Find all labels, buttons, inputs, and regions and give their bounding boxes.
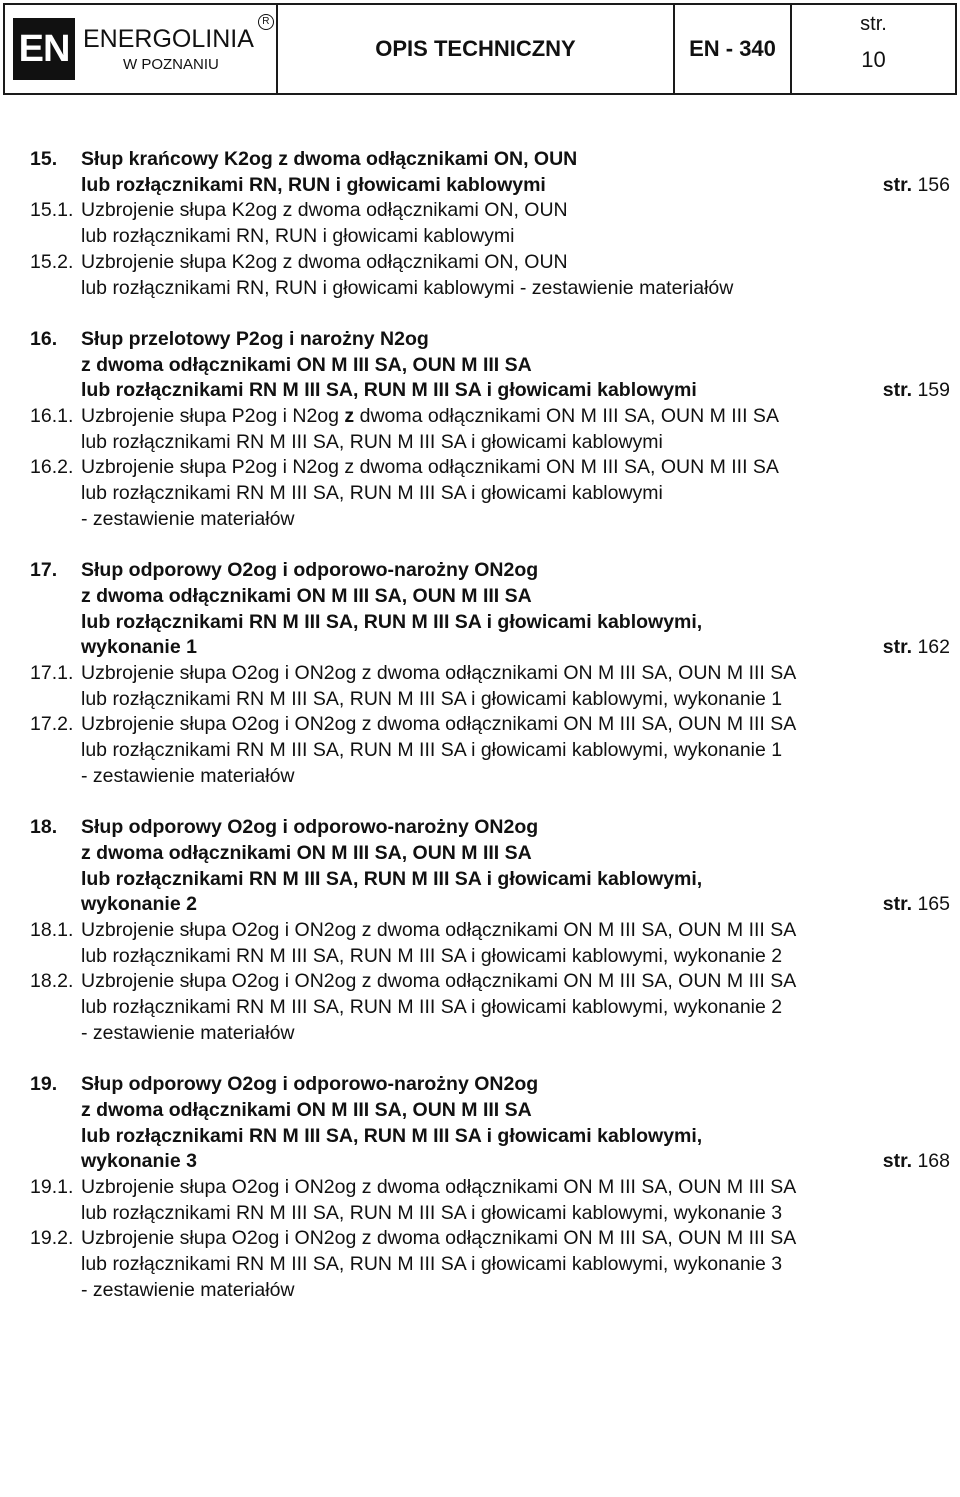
registered-mark-icon: R (258, 14, 274, 30)
section-title (81, 1072, 950, 1175)
company-name-text: ENERGOLINIA (83, 24, 254, 53)
section-title-line: Słup odporowy O2og i odporowo-narożny ON2og (81, 816, 539, 839)
page-ref-number: 159 (917, 379, 950, 402)
section-title-line: z dwoma odłącznikami ON M III SA, OUN M III SA (81, 353, 532, 376)
page-number: 10 (861, 47, 886, 72)
company-location: W POZNANIU (123, 55, 219, 73)
subsection-title (81, 918, 950, 969)
subsection-title-line: lub rozłącznikami RN M III SA, RUN M III SA i głowicami kablowymi, wykonanie 1 (81, 687, 783, 710)
subsection-title (81, 455, 950, 532)
subsection-title-line: lub rozłącznikami RN M III SA, RUN M III SA i głowicami kablowymi, wykonanie 2 (81, 996, 783, 1019)
section-number: 17. (30, 559, 58, 582)
subsection-title-line: Uzbrojenie słupa K2og z dwoma odłącznikami ON, OUN (81, 199, 568, 222)
emphasis-word: z (344, 405, 355, 428)
subsection-title-rest: dwoma odłącznikami ON M III SA, OUN M III SA (359, 405, 779, 428)
subsection (30, 1175, 950, 1226)
section-title-line: Słup odporowy O2og i odporowo-narożny ON2og (81, 559, 539, 582)
section-heading (30, 558, 950, 661)
subsection-title-line: Uzbrojenie słupa O2og i ON2og z dwoma odłącznikami ON M III SA, OUN M III SA (81, 1176, 797, 1199)
logo-mark: EN (13, 18, 75, 80)
subsection-title (81, 1226, 950, 1303)
toc-section (30, 558, 950, 789)
section-page-ref (883, 635, 950, 661)
subsection-title-line: lub rozłącznikami RN, RUN i głowicami kablowymi - zestawienie materiałów (81, 276, 734, 299)
subsection-title-line: lub rozłącznikami RN M III SA, RUN M III SA i głowicami kablowymi (81, 430, 663, 453)
section-title (81, 327, 950, 404)
page-ref-number: 162 (917, 636, 950, 659)
section-heading (30, 815, 950, 918)
header-page-cell (792, 5, 955, 93)
subsection-title-line: Uzbrojenie słupa P2og i N2og z dwoma odłącznikami ON M III SA, OUN M III SA (81, 456, 779, 479)
section-title-line: Słup krańcowy K2og z dwoma odłącznikami ON, OUN (81, 148, 578, 170)
subsection-number: 18.2. (30, 970, 74, 993)
section-page-ref (883, 892, 950, 918)
subsection-title (81, 969, 950, 1046)
section-number: 19. (30, 1073, 58, 1096)
company-name (83, 15, 270, 53)
subsection-number: 19.2. (30, 1227, 74, 1250)
company-logo (5, 5, 278, 93)
section-title-line: Słup przelotowy P2og i narożny N2og (81, 327, 429, 350)
subsection-number: 18.1. (30, 919, 74, 942)
subsection (30, 404, 950, 455)
section-number: 15. (30, 148, 58, 170)
subsection (30, 198, 950, 249)
subsection-title-line (81, 404, 950, 430)
table-of-contents (30, 147, 950, 1304)
subsection-number: 19.1. (30, 1176, 74, 1199)
section-title-line: lub rozłącznikami RN M III SA, RUN M III SA i głowicami kablowymi, (81, 1124, 703, 1147)
subsection-title (81, 712, 950, 789)
page-ref-label: str. (882, 1150, 913, 1173)
subsection (30, 250, 950, 301)
section-title-line: lub rozłącznikami RN M III SA, RUN M III SA i głowicami kablowymi (81, 379, 697, 402)
toc-section (30, 147, 950, 301)
subsection-title (81, 661, 950, 712)
page-ref-label: str. (882, 636, 913, 659)
toc-section (30, 1072, 950, 1303)
page-ref-number: 156 (917, 173, 950, 196)
subsection-title-line: lub rozłącznikami RN M III SA, RUN M III SA i głowicami kablowymi, wykonanie 2 (81, 944, 783, 967)
section-page-ref (883, 173, 950, 199)
subsection-title-line: lub rozłącznikami RN, RUN i głowicami kablowymi (81, 225, 515, 248)
subsection-title-line: - zestawienie materiałów (81, 1021, 295, 1044)
subsection (30, 712, 950, 789)
section-title-line: z dwoma odłącznikami ON M III SA, OUN M III SA (81, 841, 532, 864)
page-ref-number: 165 (917, 893, 950, 916)
page-ref-label: str. (882, 893, 913, 916)
subsection-title-line: Uzbrojenie słupa O2og i ON2og z dwoma odłącznikami ON M III SA, OUN M III SA (81, 713, 797, 736)
subsection-number: 15.1. (30, 199, 74, 222)
subsection (30, 455, 950, 532)
subsection-title-line: Uzbrojenie słupa O2og i ON2og z dwoma odłącznikami ON M III SA, OUN M III SA (81, 970, 797, 993)
subsection-number: 16.2. (30, 456, 74, 479)
subsection-title-line: - zestawienie materiałów (81, 1278, 295, 1301)
subsection (30, 1226, 950, 1303)
subsection-number: 15.2. (30, 250, 74, 273)
section-title (81, 147, 950, 198)
page-ref-number: 168 (917, 1150, 950, 1173)
section-title (81, 815, 950, 918)
section-heading (30, 1072, 950, 1175)
document-title: OPIS TECHNICZNY (375, 36, 576, 61)
subsection-number: 17.2. (30, 713, 74, 736)
logo-text (83, 15, 270, 73)
section-page-ref (883, 1149, 950, 1175)
subsection-title-line: Uzbrojenie słupa K2og z dwoma odłącznikami ON, OUN (81, 250, 568, 273)
section-heading (30, 327, 950, 404)
document-header (3, 3, 957, 95)
page-label: str. (860, 13, 887, 35)
section-number: 16. (30, 327, 58, 350)
subsection-title-line: Uzbrojenie słupa O2og i ON2og z dwoma odłącznikami ON M III SA, OUN M III SA (81, 1227, 797, 1250)
section-number: 18. (30, 816, 58, 839)
subsection-title-line: lub rozłącznikami RN M III SA, RUN M III SA i głowicami kablowymi, wykonanie 1 (81, 739, 783, 762)
subsection (30, 661, 950, 712)
header-code-cell (675, 5, 792, 93)
section-title-line: Słup odporowy O2og i odporowo-narożny ON2og (81, 1073, 539, 1096)
section-heading (30, 147, 950, 198)
subsection-number: 17.1. (30, 662, 74, 685)
subsection-title-line: lub rozłącznikami RN M III SA, RUN M III SA i głowicami kablowymi (81, 482, 663, 505)
section-title (81, 558, 950, 661)
subsection-title (81, 250, 950, 301)
section-title-line: wykonanie 1 (81, 636, 197, 659)
page-ref-label: str. (882, 173, 913, 196)
section-title-line: z dwoma odłącznikami ON M III SA, OUN M III SA (81, 1098, 532, 1121)
section-page-ref (883, 378, 950, 404)
subsection-title-line: - zestawienie materiałów (81, 507, 295, 530)
section-title-line: lub rozłącznikami RN M III SA, RUN M III SA i głowicami kablowymi, (81, 867, 703, 890)
toc-section (30, 327, 950, 533)
document-code: EN - 340 (689, 36, 776, 61)
toc-section (30, 815, 950, 1046)
subsection-title-line: Uzbrojenie słupa P2og i N2og (81, 405, 339, 428)
subsection (30, 969, 950, 1046)
page-ref-label: str. (882, 379, 913, 402)
subsection-title (81, 1175, 950, 1226)
section-title-line: wykonanie 3 (81, 1150, 197, 1173)
subsection-number: 16.1. (30, 405, 74, 428)
section-title-line: wykonanie 2 (81, 893, 197, 916)
subsection-title-line: lub rozłącznikami RN M III SA, RUN M III SA i głowicami kablowymi, wykonanie 3 (81, 1253, 783, 1276)
subsection-title-line: Uzbrojenie słupa O2og i ON2og z dwoma odłącznikami ON M III SA, OUN M III SA (81, 662, 797, 685)
subsection-title (81, 198, 950, 249)
subsection-title-line: - zestawienie materiałów (81, 764, 295, 787)
section-title-line: lub rozłącznikami RN M III SA, RUN M III SA i głowicami kablowymi, (81, 610, 703, 633)
header-title-cell (278, 5, 675, 93)
subsection-title-line: lub rozłącznikami RN M III SA, RUN M III SA i głowicami kablowymi, wykonanie 3 (81, 1201, 783, 1224)
subsection (30, 918, 950, 969)
section-title-line: z dwoma odłącznikami ON M III SA, OUN M III SA (81, 584, 532, 607)
subsection-title (81, 404, 950, 455)
subsection-title-line: Uzbrojenie słupa O2og i ON2og z dwoma odłącznikami ON M III SA, OUN M III SA (81, 919, 797, 942)
section-title-line: lub rozłącznikami RN, RUN i głowicami kablowymi (81, 173, 546, 196)
